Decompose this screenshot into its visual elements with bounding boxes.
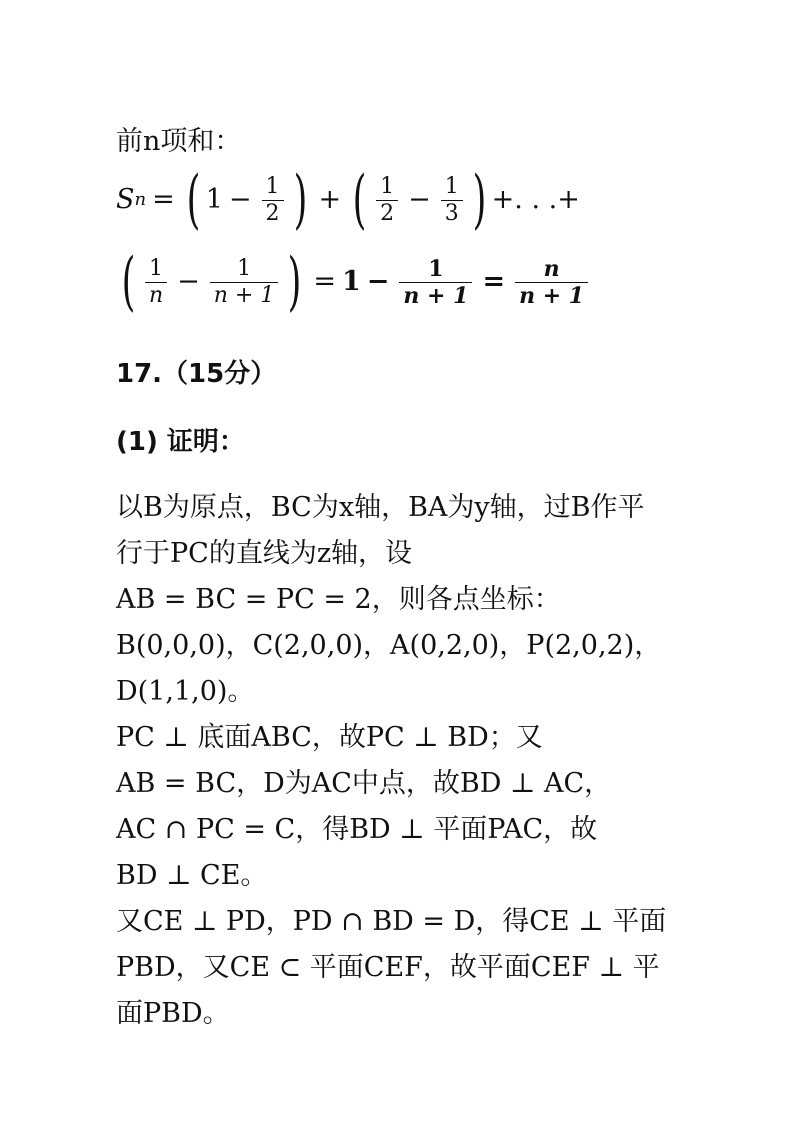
- fraction-denominator: n + 1: [399, 282, 472, 309]
- fraction-numerator: n: [543, 255, 560, 282]
- sum-subscript: n: [134, 189, 147, 210]
- sum-formula-line-1: [116, 163, 580, 237]
- proof-line: 面PBD。: [116, 998, 230, 1029]
- plus-sign: +: [318, 184, 342, 215]
- fraction-denominator: n + 1: [515, 282, 588, 309]
- result-fraction: [399, 256, 472, 309]
- sum-formula-line-2: [116, 245, 592, 319]
- proof-line: 又CE ⊥ PD，PD ∩ BD = D，得CE ⊥ 平面: [116, 906, 667, 937]
- right-paren: ): [472, 163, 487, 237]
- final-fraction: [515, 256, 588, 309]
- fraction-denominator: n + 1: [210, 282, 279, 309]
- proof-line: 以B为原点，BC为x轴，BA为y轴，过B作平: [116, 492, 645, 523]
- minus-sign: −: [228, 184, 252, 215]
- proof-line: PC ⊥ 底面ABC，故PC ⊥ BD；又: [116, 722, 543, 753]
- proof-line: B(0,0,0)，C(2,0,0)，A(0,2,0)，P(2,0,2)，: [116, 630, 662, 661]
- intro-label: 前n项和：: [116, 126, 242, 157]
- proof-line: 行于PC的直线为z轴，设: [116, 538, 413, 569]
- fraction-1-2: [376, 174, 398, 227]
- ellipsis-plus: +. . .+: [491, 184, 580, 215]
- fraction-numerator: 1: [444, 173, 459, 199]
- proof-line: AC ∩ PC = C，得BD ⊥ 平面PAC，故: [116, 814, 598, 845]
- proof-line: D(1,1,0)。: [116, 676, 255, 707]
- left-paren: (: [121, 245, 136, 319]
- fraction-numerator: 1: [380, 173, 395, 199]
- fraction-1-2: [262, 174, 284, 227]
- fraction-numerator: 1: [149, 255, 164, 281]
- intro-text: [116, 124, 241, 160]
- equals-sign: =: [313, 266, 336, 297]
- minus-sign: −: [408, 184, 431, 215]
- fraction-numerator: 1: [265, 173, 280, 199]
- minus-sign: −: [177, 266, 200, 297]
- equals-sign: =: [482, 266, 506, 297]
- left-paren: (: [352, 163, 367, 237]
- proof-line: BD ⊥ CE。: [116, 860, 268, 891]
- fraction-1-n: [145, 256, 167, 309]
- proof-line: AB = BC，D为AC中点，故BD ⊥ AC，: [116, 768, 612, 799]
- result-one: 1: [341, 266, 361, 297]
- proof-line: PBD，又CE ⊂ 平面CEF，故平面CEF ⊥ 平: [116, 952, 660, 983]
- minus-sign: −: [366, 266, 390, 297]
- fraction-numerator: 1: [428, 255, 444, 282]
- fraction-denominator: n: [145, 282, 167, 309]
- equals-sign: =: [152, 184, 175, 215]
- fraction-1-n-plus-1: [210, 256, 279, 309]
- sum-symbol: S: [116, 184, 135, 215]
- fraction-denominator: 3: [441, 200, 463, 227]
- fraction-denominator: 2: [376, 200, 398, 227]
- proof-line: AB = BC = PC = 2，则各点坐标：: [116, 584, 561, 615]
- left-paren: (: [186, 163, 201, 237]
- term-one: 1: [205, 184, 223, 215]
- right-paren: ): [293, 163, 307, 237]
- fraction-numerator: 1: [237, 255, 252, 281]
- fraction-1-3: [441, 174, 463, 227]
- problem-heading: 17.（15分）: [116, 359, 277, 389]
- fraction-denominator: 2: [262, 200, 284, 227]
- part-heading: (1) 证明：: [116, 427, 245, 457]
- right-paren: ): [287, 245, 302, 319]
